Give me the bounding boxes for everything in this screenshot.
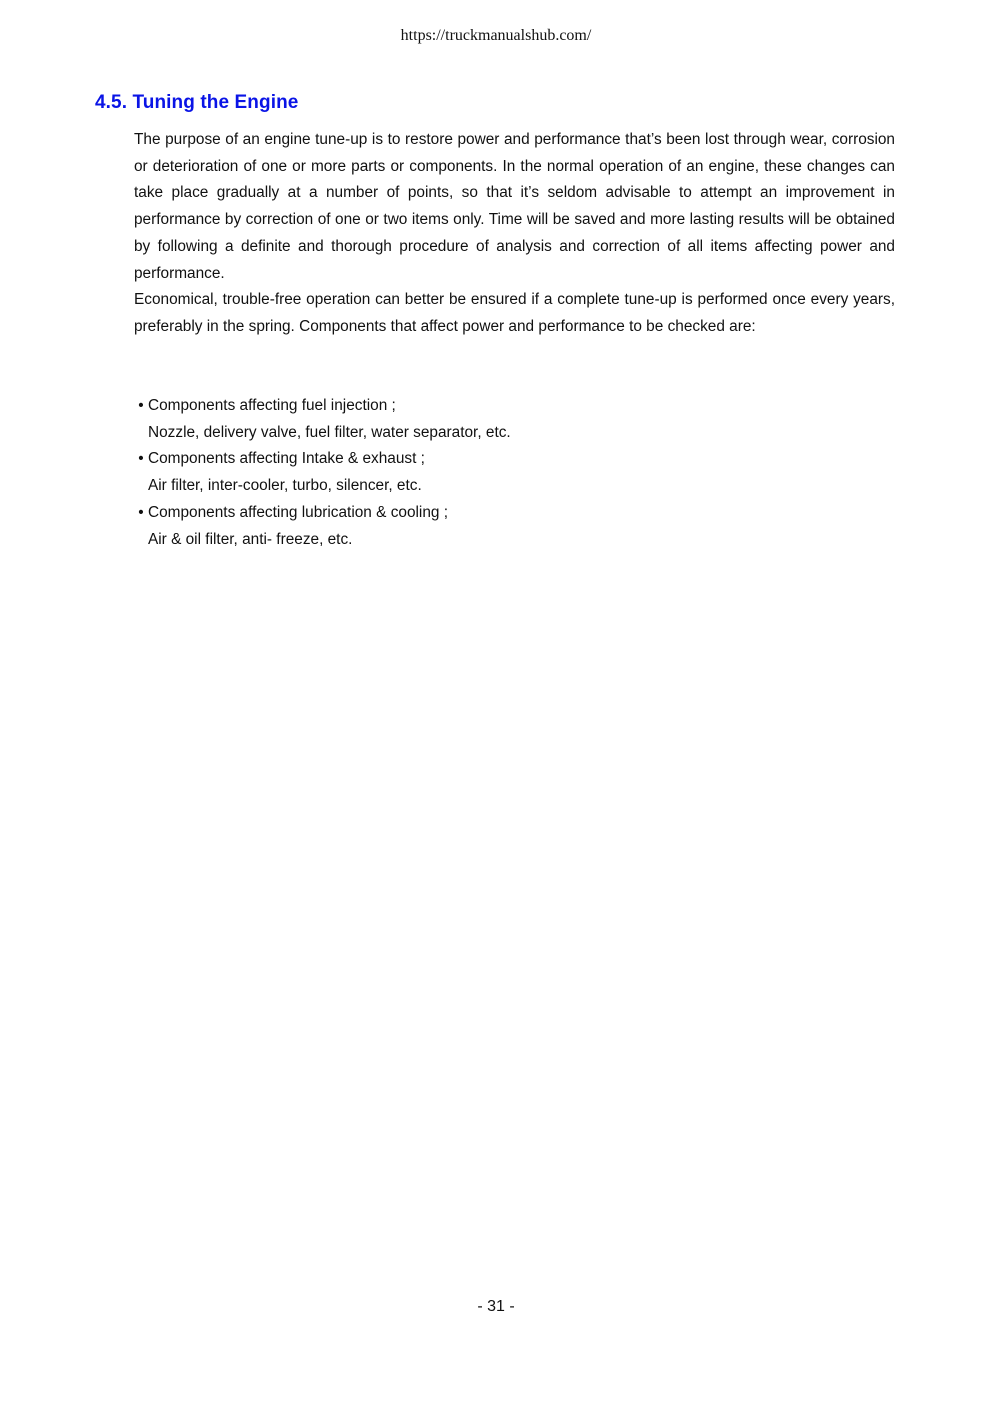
bullet-icon: •: [138, 397, 144, 414]
section-body: [134, 127, 895, 341]
list-item-detail: Air & oil filter, anti- freeze, etc.: [148, 530, 353, 548]
list-item: [134, 500, 895, 553]
list-item-heading: Components affecting lubrication & cooling ;: [148, 503, 449, 521]
bullet-icon: •: [138, 503, 144, 521]
page-number: - 31 -: [477, 1298, 515, 1315]
source-url: https://truckmanualshub.com/: [400, 27, 592, 44]
list-item-heading: Components affecting fuel injection ;: [148, 397, 396, 414]
list-item-detail: Air filter, inter-cooler, turbo, silencer, etc.: [148, 477, 422, 495]
components-list: [134, 393, 895, 553]
paragraph: Economical, trouble-free operation can better be ensured if a complete tune-up is performed once every years, preferably in the spring. Components that affect power and performance to be checked are:: [134, 291, 895, 335]
list-item: [134, 446, 895, 499]
list-item: [134, 393, 895, 446]
paragraph: The purpose of an engine tune-up is to restore power and performance that’s been lost through wear, corrosion or deterioration of one or more parts or components. In the normal operation of an engine, these changes can take place gradually at a number of points, so that it’s seldom advisable to attempt an improvement in performance by correction of one or two items only. Time will be saved and more lasting results will be obtained by following a definite and thorough procedure of analysis and correction of all items affecting power and performance.: [134, 131, 895, 282]
section-title: 4.5. Tuning the Engine: [95, 92, 299, 113]
bullet-icon: •: [138, 450, 144, 468]
list-item-detail: Nozzle, delivery valve, fuel filter, water separator, etc.: [148, 423, 511, 441]
list-item-heading: Components affecting Intake & exhaust ;: [148, 450, 425, 468]
